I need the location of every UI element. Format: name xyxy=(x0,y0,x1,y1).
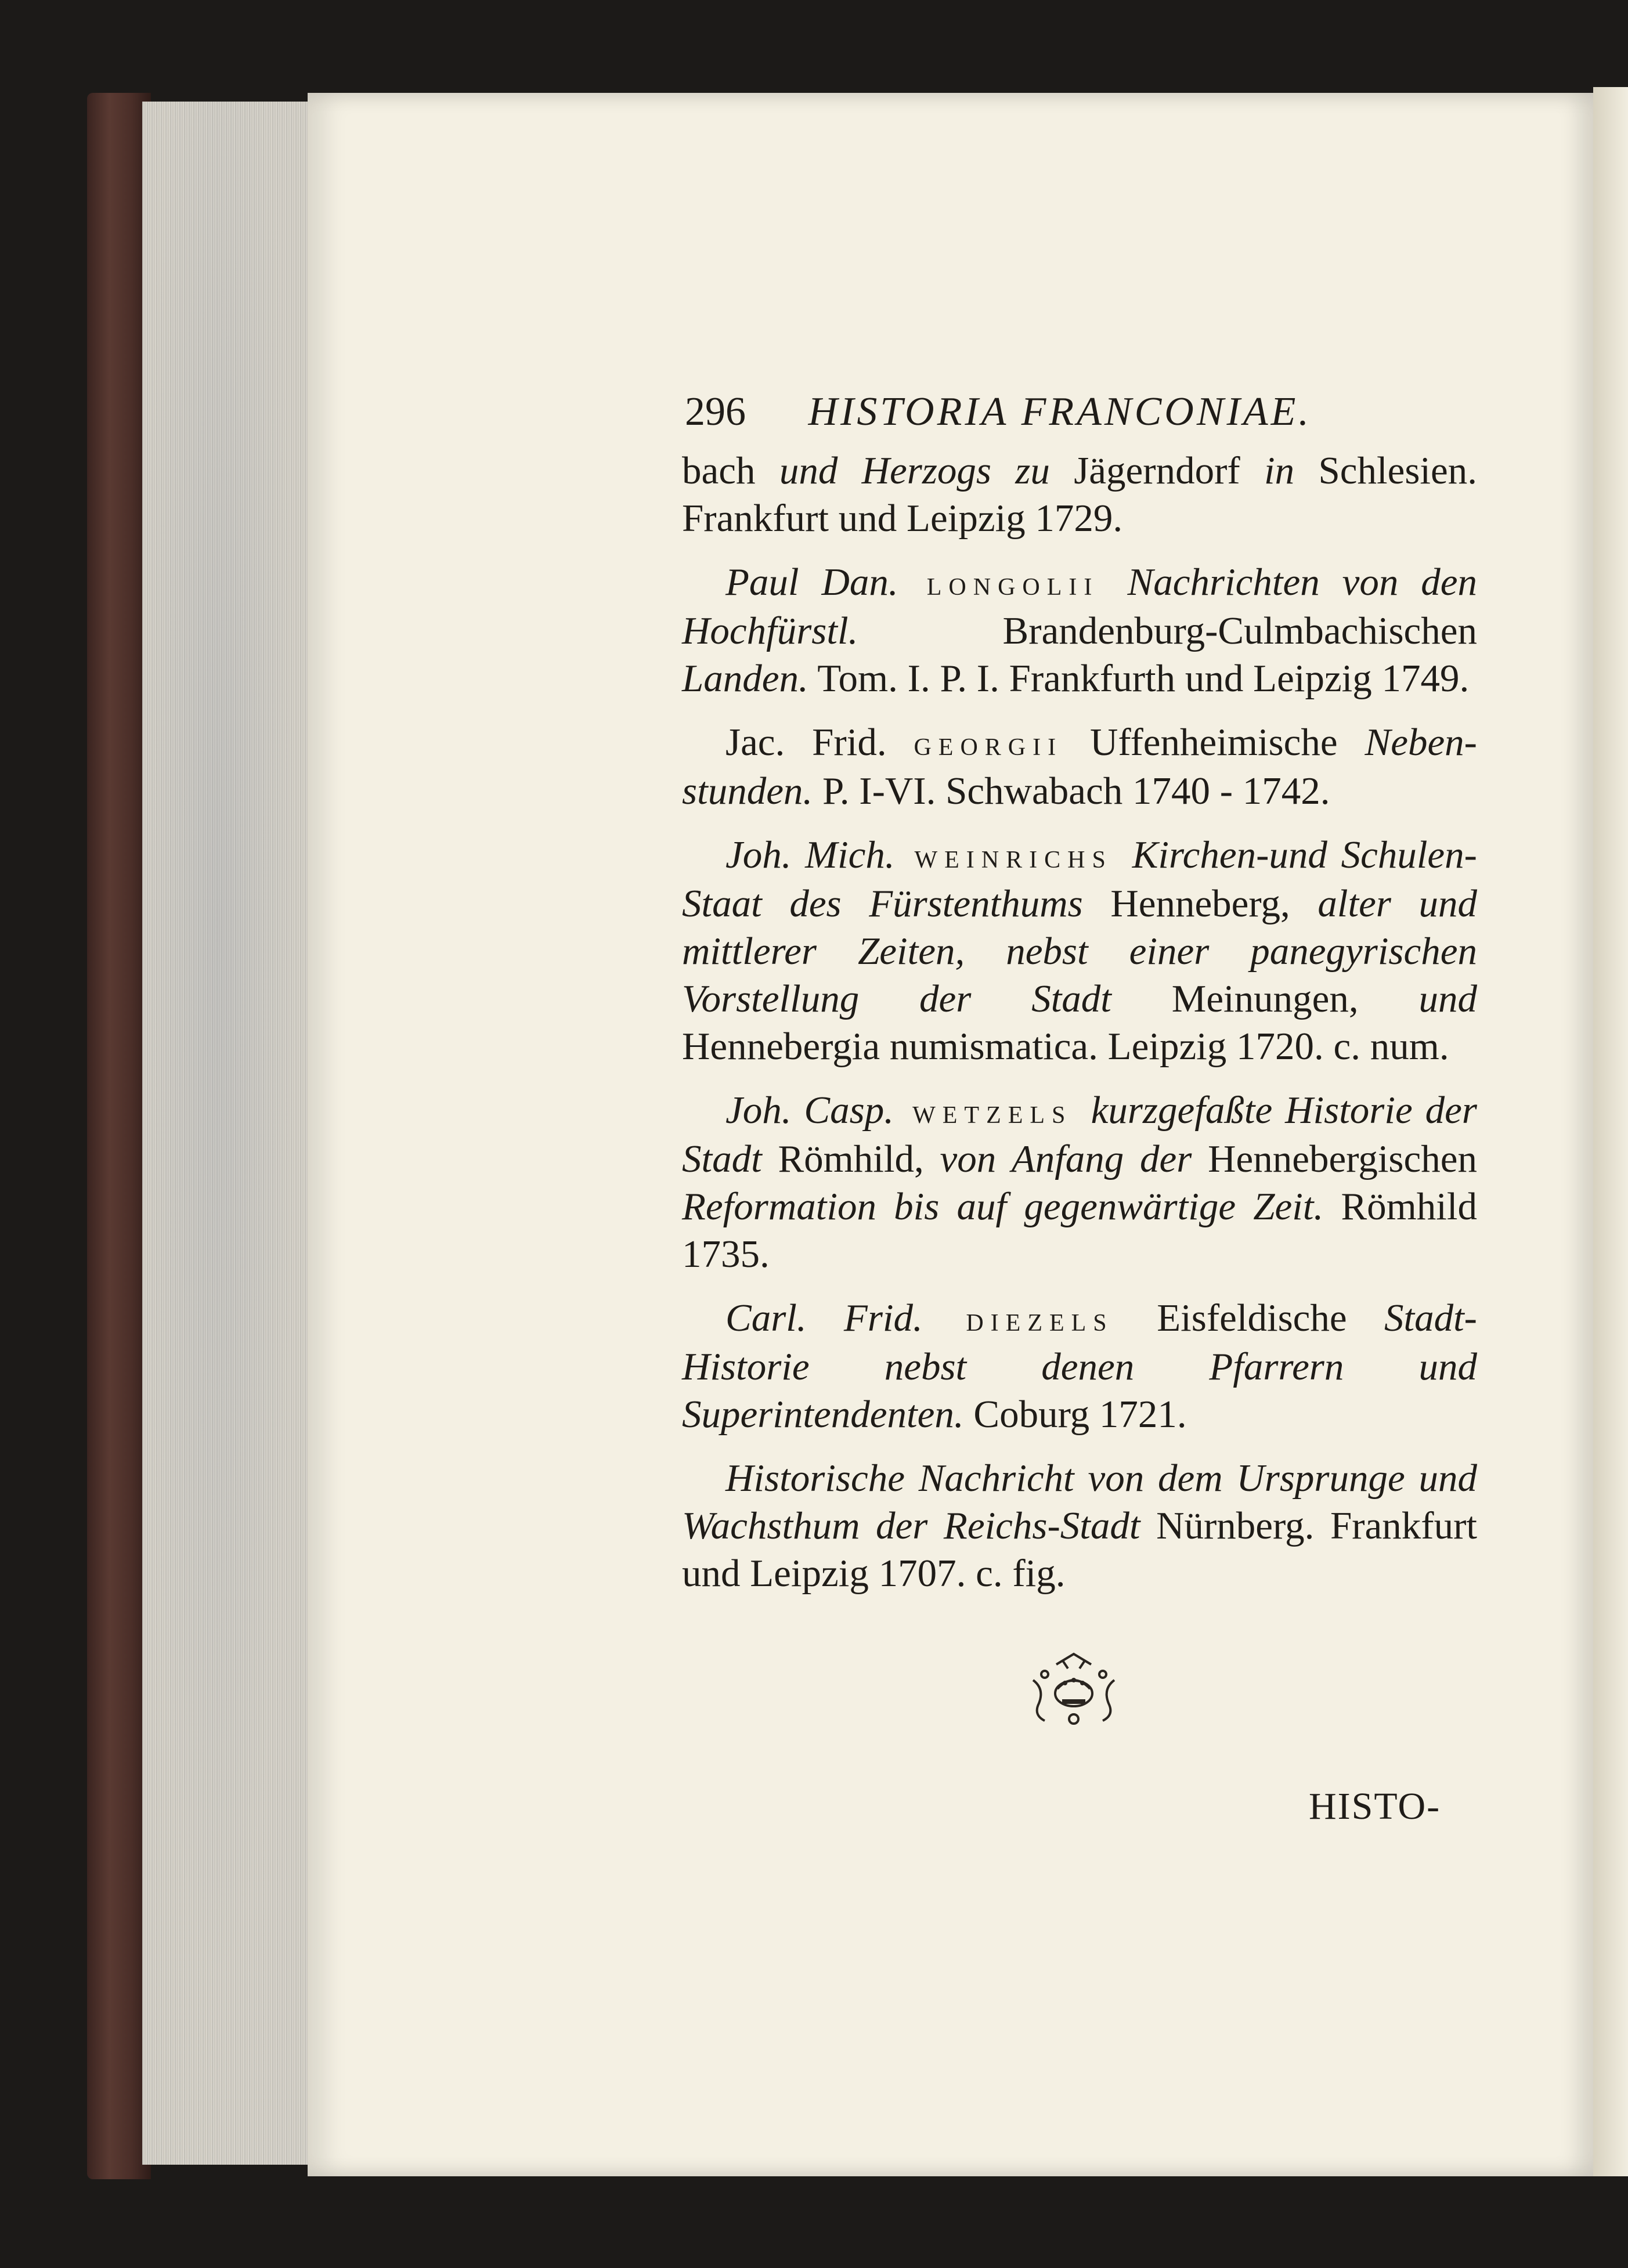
bibliography-entry xyxy=(682,718,1477,815)
entry-segment: diezels xyxy=(922,1300,1157,1338)
entry-segment: Kirchen-und Schulen-Staat des Fürstenthums xyxy=(682,833,1477,925)
entry-segment: Carl. Frid. xyxy=(725,1296,923,1339)
page-edges xyxy=(142,102,311,2165)
entry-segment: Uffenheimische xyxy=(1063,721,1365,764)
book-binding xyxy=(87,93,151,2179)
entry-segment: wetzels xyxy=(893,1092,1091,1131)
entry-segment: Paul Dan. xyxy=(725,561,898,604)
entry-segment: Joh. Mich. xyxy=(725,833,895,876)
catchword: HISTO- xyxy=(1309,1785,1441,1828)
bibliography-entry xyxy=(682,1454,1477,1597)
entry-segment: Eisfeldische xyxy=(1157,1296,1384,1339)
page-number: 296 xyxy=(685,389,746,434)
bibliography-entry xyxy=(682,558,1477,702)
crown-ornament-icon xyxy=(1021,1648,1126,1729)
entry-segment: Römhild 1735. xyxy=(682,1185,1477,1276)
entry-segment: Meinungen, xyxy=(1111,977,1419,1020)
entry-segment: bach xyxy=(682,449,779,492)
entry-segment: Landen. xyxy=(682,657,808,700)
entry-segment: georgii xyxy=(914,724,1063,763)
entry-segment: und xyxy=(1418,977,1477,1020)
entry-segment: Joh. Casp. xyxy=(725,1089,894,1132)
entry-segment: Jägerndorf xyxy=(1049,449,1265,492)
entry-segment: Hennebergischen xyxy=(1192,1137,1477,1180)
bibliography-entry xyxy=(682,831,1477,1070)
entry-segment: Tom. I. P. I. Frankfurth und Leipzig 1749. xyxy=(808,657,1470,700)
entry-segment: longolii xyxy=(898,564,1128,602)
entry-segment: Neben-stunden. xyxy=(682,721,1477,812)
entry-segment: von Anfang der xyxy=(940,1137,1192,1180)
entry-segment: Stadt-Historie nebst denen Pfarrern und Superintendenten. xyxy=(682,1296,1477,1436)
entry-segment: Henneberg, xyxy=(1082,882,1318,925)
entry-segment: Historische Nachricht von dem Ursprunge und Wachsthum der Reichs-Stadt xyxy=(682,1457,1477,1547)
running-header xyxy=(685,389,1312,435)
entry-segment: Römhild, xyxy=(761,1137,940,1180)
bibliography-text xyxy=(682,447,1477,1613)
entry-segment: kurzgefaßte Historie der Stadt xyxy=(682,1089,1477,1180)
entry-segment: Brandenburg-Culmbachischen xyxy=(858,609,1477,652)
entry-segment: Jac. Frid. xyxy=(725,721,914,764)
entry-segment: Nürnberg. Frankfurt und Leipzig 1707. c. fig. xyxy=(682,1504,1477,1595)
entry-segment: Schlesien. Frankfurt und Leipzig 1729. xyxy=(682,449,1478,540)
bibliography-entry xyxy=(682,1294,1477,1438)
entry-segment: Coburg 1721. xyxy=(963,1393,1187,1436)
entry-segment: in xyxy=(1264,449,1295,492)
entry-segment: alter und mittlerer Zeiten, nebst einer panegyrischen Vorstellung der Stadt xyxy=(682,882,1478,1020)
bibliography-entry xyxy=(682,1086,1477,1278)
entry-segment: und Herzogs zu xyxy=(779,449,1050,492)
running-title: HISTORIA FRANCONIAE. xyxy=(808,389,1312,434)
bibliography-entry xyxy=(682,447,1477,542)
entry-segment: Reformation bis auf gegenwärtige Zeit. xyxy=(682,1185,1324,1228)
entry-segment: Hennebergia numismatica. Leipzig 1720. c. num. xyxy=(682,1025,1449,1068)
facing-page-edge xyxy=(1593,87,1628,2176)
entry-segment: P. I-VI. Schwabach 1740 - 1742. xyxy=(813,770,1330,812)
entry-segment: weinrichs xyxy=(894,837,1132,875)
entry-segment: Nachrichten von den Hochfürstl. xyxy=(682,561,1478,652)
